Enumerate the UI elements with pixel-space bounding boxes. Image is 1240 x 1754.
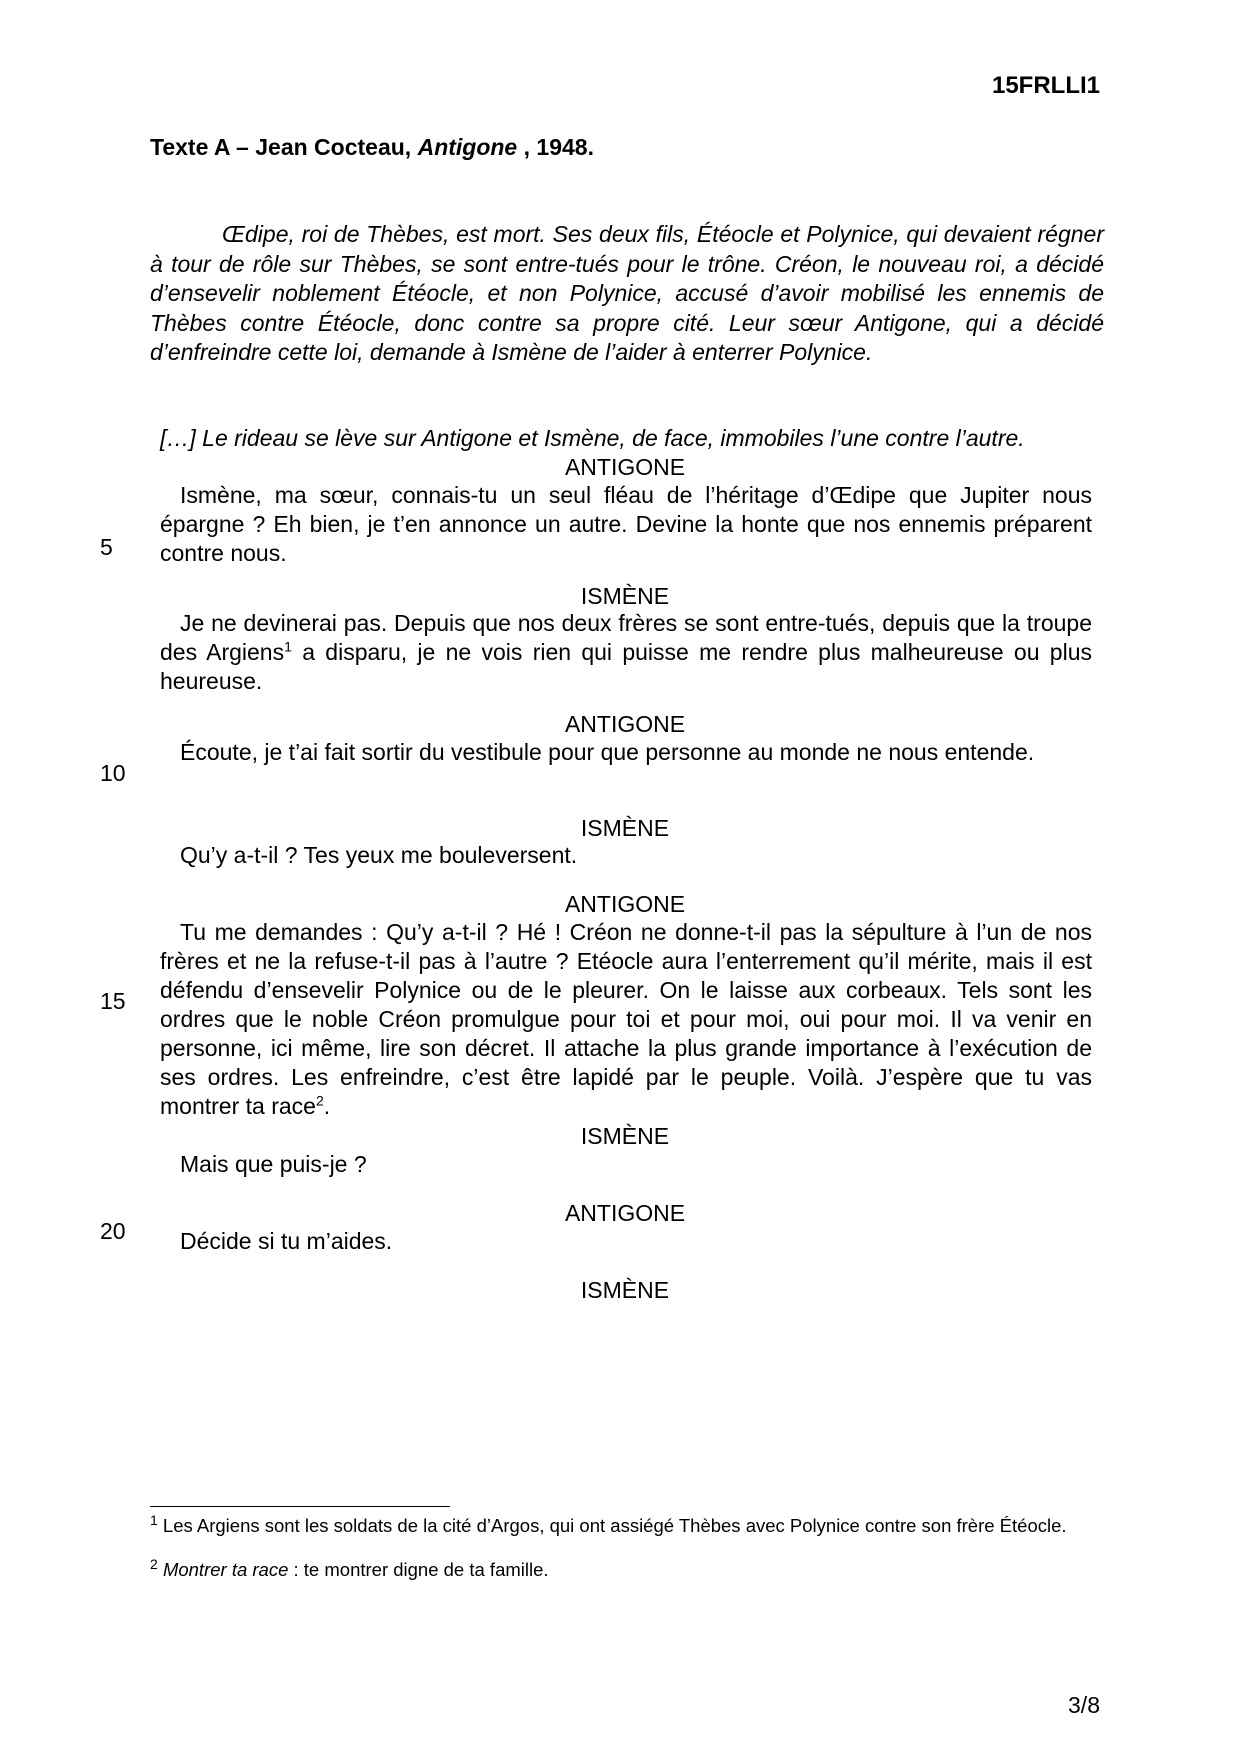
intro-paragraph: Œdipe, roi de Thèbes, est mort. Ses deux fils, Étéocle et Polynice, qui devaient régner à tour de rôle sur Thèbes, se sont entre-tués pour le trône. Créon, le nouveau roi, a décidé d’ensevelir noblement Étéocle, et non Polynice, accusé d’avoir mobilisé les ennemis de Thèbes contre Étéocle, donc contre sa propre cité. Leur sœur Antigone, qui a décidé d’enfreindre cette loi, demande à Ismène de l’aider à enterrer Polynice. (150, 221, 1104, 365)
footnote-term: Montrer ta race (162, 1559, 289, 1580)
footnote-text: Les Argiens sont les soldats de la cité d’Argos, qui ont assiégé Thèbes avec Polynice contre son frère Étéocle. (157, 1515, 1067, 1536)
speech: Mais que puis-je ? (180, 1151, 367, 1177)
speech-text: Tu me demandes : Qu’y a-t-il ? Hé ! Créon ne donne-t-il pas la sépulture à l’un de nos frères et ne la refuse-t-il pas à l’autre ? Etéocle aura l’enterrement qu’il mérite, mais il est défendu d’ensevelir Polynice ou de le pleurer. On le laisse aux corbeaux. Tels sont les ordres que le noble Créon promulgue pour toi et pour moi, oui pour moi. Il va venir en personne, ici même, lire son décret. Il attache la plus grande importance à l’exécution de ses ordres. Les enfreindre, c’est être lapidé par le peuple. Voilà. J’espère que tu vas montrer ta race (160, 919, 1092, 1119)
speech: Ismène, ma sœur, connais-tu un seul fléau de l’héritage d’Œdipe que Jupiter nous épargne ? Eh bien, je t’en annonce un autre. Devine la honte que nos ennemis préparent contre nous. (160, 482, 1092, 566)
line-number: 5 (100, 534, 113, 560)
speech: Décide si tu m’aides. (180, 1228, 393, 1254)
footnote-ref: 1 (284, 638, 292, 655)
speaker-ismene: ISMÈNE (580, 1123, 670, 1149)
speech-text: Je ne devinerai pas. Depuis que nos deux frères se sont entre-tués, depuis que la troupe des Argiens (160, 610, 1092, 665)
line-number: 10 (100, 760, 126, 786)
speaker-antigone: ANTIGONE (564, 454, 686, 480)
speaker-ismene: ISMÈNE (580, 583, 670, 609)
speaker-antigone: ANTIGONE (564, 1200, 686, 1226)
footnote-1 (150, 1511, 1090, 1537)
footnote-ref: 2 (315, 1092, 324, 1109)
speech-text: a disparu, je ne vois rien qui puisse me rendre plus malheureuse ou plus heureuse. (160, 639, 1092, 694)
speaker-antigone: ANTIGONE (564, 711, 686, 737)
speech (160, 609, 1092, 696)
footnote-mark: 2 (150, 1555, 158, 1572)
speech: Écoute, je t’ai fait sortir du vestibule pour que personne au monde ne nous entende. (180, 739, 1035, 765)
speaker-antigone: ANTIGONE (564, 891, 686, 917)
footnote-text: : te montrer digne de ta famille. (288, 1559, 549, 1580)
text-title (150, 134, 594, 161)
footnote-mark: 1 (150, 1511, 158, 1528)
page-number: 3/8 (1068, 1692, 1100, 1718)
line-number: 20 (100, 1218, 126, 1244)
title-suffix: , 1948. (517, 134, 594, 160)
footnote-2 (150, 1555, 1090, 1581)
speech-text: . (323, 1093, 331, 1119)
speaker-ismene: ISMÈNE (580, 1277, 670, 1303)
title-prefix: Texte A – Jean Cocteau, (150, 134, 418, 160)
line-number: 15 (100, 988, 126, 1014)
speech (160, 918, 1092, 1121)
stage-direction: […] Le rideau se lève sur Antigone et Ismène, de face, immobiles l’une contre l’autre. (160, 425, 1025, 451)
title-work: Antigone (417, 134, 518, 160)
speaker-ismene: ISMÈNE (580, 815, 670, 841)
document-code: 15FRLLI1 (991, 72, 1100, 99)
footnote-separator (150, 1506, 450, 1507)
speech: Qu’y a-t-il ? Tes yeux me bouleversent. (180, 842, 578, 868)
